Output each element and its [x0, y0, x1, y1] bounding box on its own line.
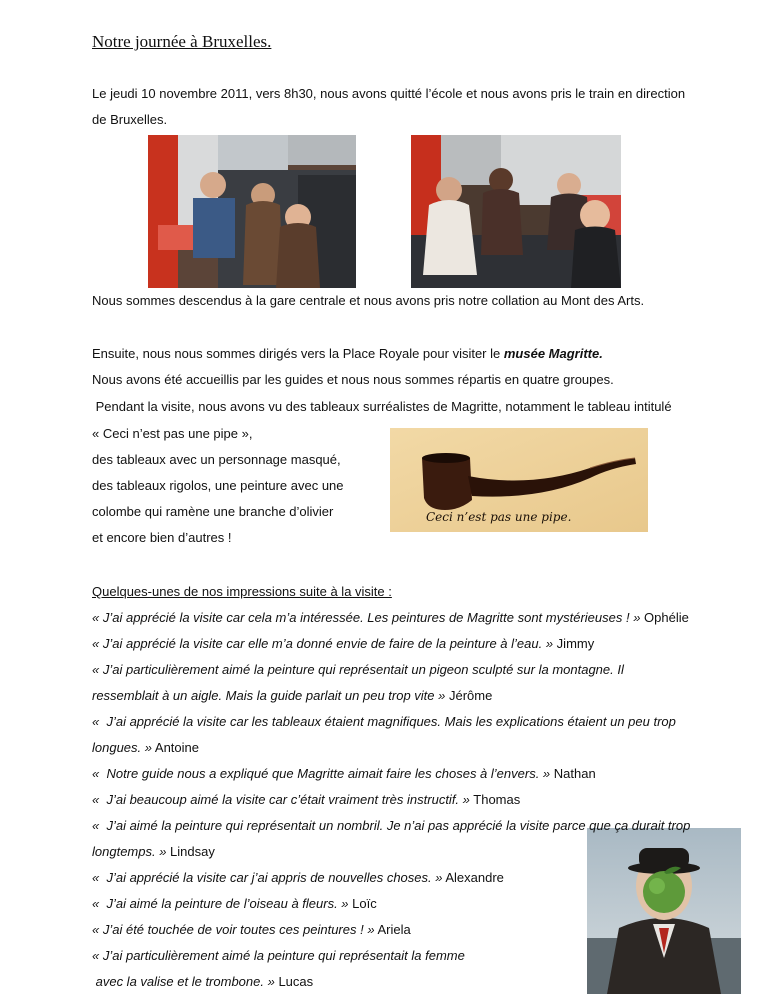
quote-text: « J’ai apprécié la visite car elle m’a donné envie de faire de la peinture à l’eau. »: [92, 636, 554, 651]
paragraph-3-line-5: des tableaux avec un personnage masqué,: [92, 452, 341, 467]
quote-line: [92, 636, 594, 651]
quote-text: « Notre guide nous a expliqué que Magritte aimait faire les choses à l’envers. »: [92, 766, 551, 781]
quote-text: « J’ai beaucoup aimé la visite car c’était vraiment très instructif. »: [92, 792, 470, 807]
paragraph-3-line-4: « Ceci n’est pas une pipe »,: [92, 426, 253, 441]
quote-author: Antoine: [152, 740, 199, 755]
quote-text: longtemps. »: [92, 844, 167, 859]
quote-text: ressemblait à un aigle. Mais la guide parlait un peu trop vite »: [92, 688, 446, 703]
quote-text: « J’ai aimé la peinture de l’oiseau à fleurs. »: [92, 896, 349, 911]
quote-line: [92, 662, 624, 677]
page-title: Notre journée à Bruxelles.: [92, 32, 272, 51]
quote-author: Ariela: [374, 922, 411, 937]
train-photo-2: [411, 135, 621, 288]
quote-author: Jérôme: [445, 688, 493, 703]
quote-text: « J’ai particulièrement aimé la peinture qui représentait un pigeon sculpté sur la montagne. Il: [92, 662, 624, 677]
quote-line: [92, 740, 199, 755]
quote-text: « J’ai apprécié la visite car les tableaux étaient magnifiques. Mais les explications étaient un peu trop: [92, 714, 676, 729]
son-of-man-painting: [587, 828, 741, 994]
quote-line: [92, 844, 215, 859]
quote-line: [92, 974, 313, 989]
quote-line: [92, 766, 596, 781]
paragraph-3-line-6: des tableaux rigolos, une peinture avec une: [92, 478, 344, 493]
quote-line: [92, 610, 689, 625]
quote-line: [92, 818, 690, 833]
intro-line-2: de Bruxelles.: [92, 112, 168, 127]
paragraph-3-line-3: Pendant la visite, nous avons vu des tableaux surréalistes de Magritte, notamment le tableau intitulé: [92, 399, 672, 414]
quote-line: [92, 714, 676, 729]
quote-author: Lindsay: [166, 844, 215, 859]
pipe-painting: [390, 428, 648, 532]
train-photo-1: [148, 135, 356, 288]
paragraph-3-prefix: Ensuite, nous nous sommes dirigés vers la Place Royale pour visiter le: [92, 346, 504, 361]
quote-text: longues. »: [92, 740, 152, 755]
quote-author: Thomas: [469, 792, 521, 807]
paragraph-2: Nous sommes descendus à la gare centrale et nous avons pris notre collation au Mont des Arts.: [92, 293, 645, 308]
pipe-caption: Ceci n’est pas une pipe.: [426, 510, 572, 524]
quote-line: [92, 792, 520, 807]
quote-line: [92, 922, 411, 937]
paragraph-3-line-7: colombe qui ramène une branche d’olivier: [92, 504, 334, 519]
quote-author: Loïc: [348, 896, 377, 911]
quote-author: Ophélie: [640, 610, 689, 625]
paragraph-3-line-1: [92, 346, 603, 361]
quote-text: « J’ai été touchée de voir toutes ces peintures ! »: [92, 922, 375, 937]
intro-line-1: Le jeudi 10 novembre 2011, vers 8h30, nous avons quitté l’école et nous avons pris le train en direction: [92, 86, 686, 101]
quote-text: « J’ai apprécié la visite car j’ai appris de nouvelles choses. »: [92, 870, 443, 885]
quote-author: Jimmy: [553, 636, 595, 651]
quote-author: Lucas: [274, 974, 314, 989]
paragraph-3-line-8: et encore bien d’autres !: [92, 530, 232, 545]
quote-text: « J’ai particulièrement aimé la peinture qui représentait la femme: [92, 948, 465, 963]
quote-line: [92, 896, 377, 911]
quote-text: avec la valise et le trombone. »: [92, 974, 275, 989]
quote-author: Alexandre: [442, 870, 504, 885]
impressions-heading: Quelques-unes de nos impressions suite à la visite :: [92, 584, 392, 599]
quote-line: [92, 688, 492, 703]
quote-line: [92, 870, 504, 885]
quote-text: « J’ai apprécié la visite car cela m’a intéressée. Les peintures de Magritte sont mystérieuses ! »: [92, 610, 641, 625]
museum-name: musée Magritte.: [503, 346, 603, 361]
paragraph-3-line-2: Nous avons été accueillis par les guides et nous nous sommes répartis en quatre groupes.: [92, 372, 614, 387]
quote-line: [92, 948, 465, 963]
quote-author: Nathan: [550, 766, 596, 781]
quote-text: « J’ai aimé la peinture qui représentait un nombril. Je n’ai pas apprécié la visite parce que ça durait trop: [92, 818, 691, 833]
